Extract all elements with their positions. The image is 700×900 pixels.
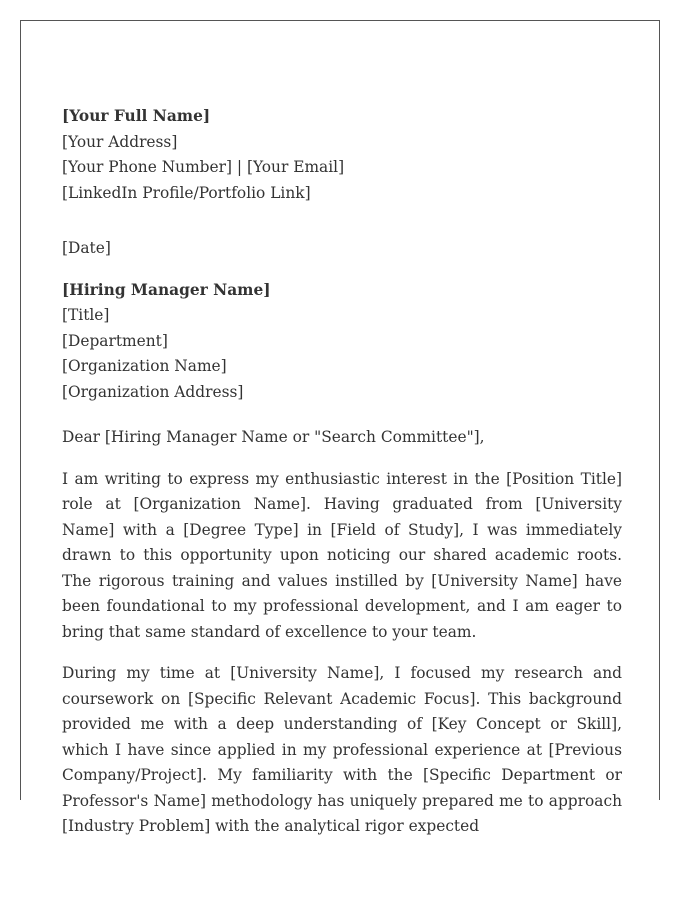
sender-address: [Your Address] [62,132,178,151]
letter-body [62,104,622,840]
body-paragraph-2: During my time at [University Name], I focused my research and coursework on [Specific Relevant Academic Focus]. This background provided me with a deep understanding of [Key Concept or Skill], which I have since applied in my professional experience at [Previous Company/Project]. My familiarity with the [Specific Department or Professor's Name] methodology has uniquely prepared me to approach [Industry Problem] with the analytical rigor expected [62,664,622,835]
salutation: Dear [Hiring Manager Name or "Search Committee"], [62,428,485,446]
letter-date: [Date] [62,239,111,257]
sender-link: [LinkedIn Profile/Portfolio Link] [62,183,311,202]
letter-page [20,20,660,835]
sender-contact: [Your Phone Number] | [Your Email] [62,158,345,176]
recipient-organization: [Organization Name] [62,357,227,375]
recipient-address: [Organization Address] [62,382,244,401]
sender-name: [Your Full Name] [62,107,211,125]
recipient-name: [Hiring Manager Name] [62,280,271,299]
recipient-title: [Title] [62,306,110,324]
recipient-block [62,278,622,406]
sender-block [62,104,622,206]
body-paragraph-1: I am writing to express my enthusiastic interest in the [Position Title] role at [Organization Name]. Having graduated from [University Name] with a [Degree Type] in [Field of Study], I was immediately drawn to this opportunity upon noticing our shared academic roots. The rigorous training and values instilled by [University Name] have been foundational to my professional development, and I am eager to bring that same standard of excellence to your team. [62,469,622,641]
recipient-department: [Department] [62,331,168,350]
